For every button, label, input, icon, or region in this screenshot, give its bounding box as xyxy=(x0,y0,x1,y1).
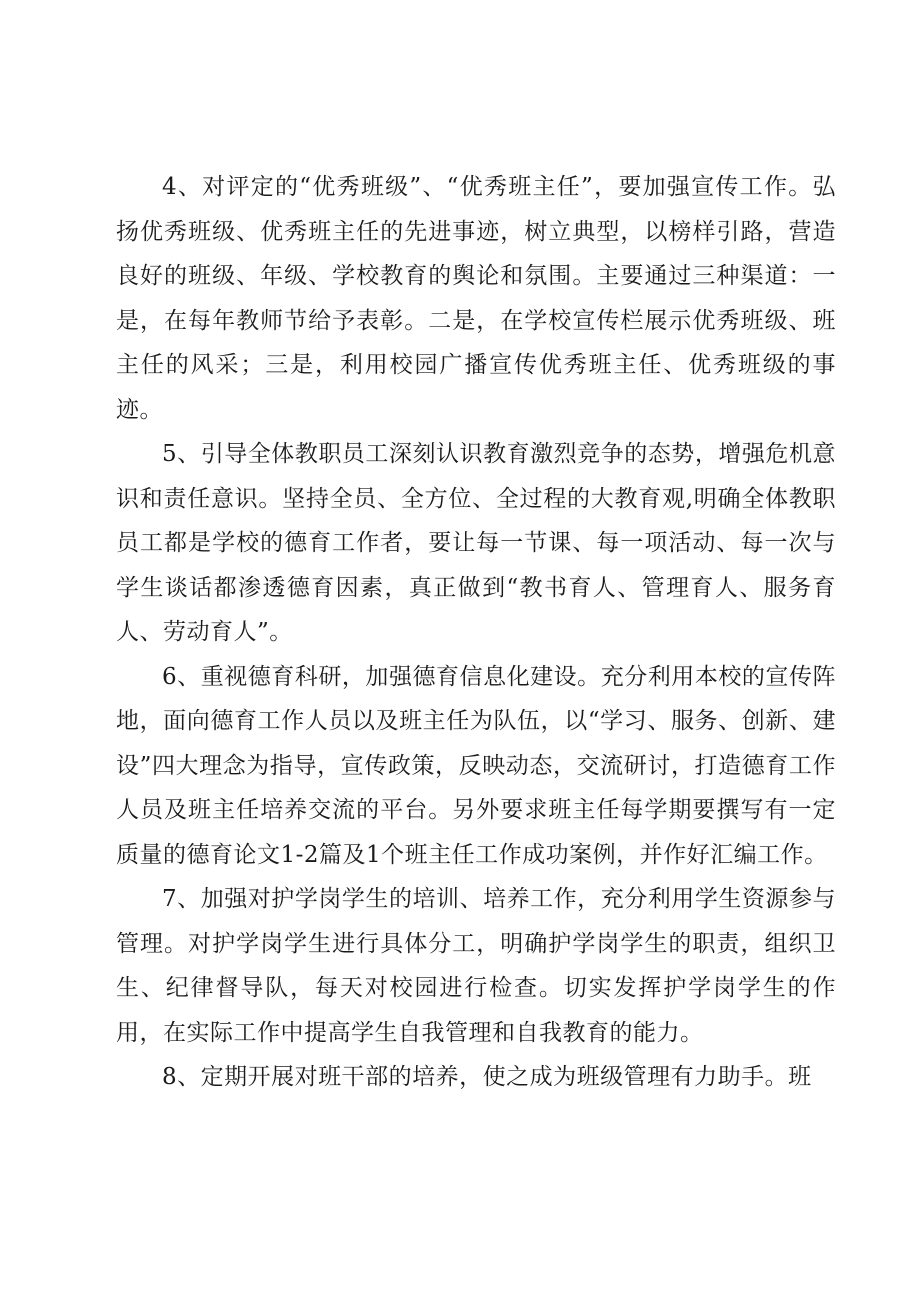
paragraph-8: 8、定期开展对班干部的培养，使之成为班级管理有力助手。班 xyxy=(162,1064,812,1090)
paragraph-6: 6、重视德育科研，加强德育信息化建设。充分利用本校的宣传阵地，面向德育工作人员以及班主任为队伍，以“学习、服务、创新、建设”四大理念为指导，宣传政策，反映动态，交流研讨，打造德育工作人员及班主任培养交流的平台。另外要求班主任每学期要撰写有一定质量的德育论文1-2篇及1个班主任工作成功案例，并作好汇编工作。 xyxy=(116,663,836,868)
paragraph-5: 5、引导全体教职员工深刻认识教育激烈竞争的态势，增强危机意识和责任意识。坚持全员、全方位、全过程的大教育观,明确全体教职员工都是学校的德育工作者，要让每一节课、每一项活动、每一次与学生谈话都渗透德育因素，真正做到“教书育人、管理育人、服务育人、劳动育人”。 xyxy=(116,441,836,645)
document-body xyxy=(116,165,836,1100)
paragraph-4: 4、对评定的“优秀班级”、“优秀班主任”，要加强宣传工作。弘扬优秀班级、优秀班主任的先进事迹，树立典型，以榜样引路，营造良好的班级、年级、学校教育的舆论和氛围。主要通过三种渠道：一是，在每年教师节给予表彰。二是，在学校宣传栏展示优秀班级、班主任的风采；三是，利用校园广播宣传优秀班主任、优秀班级的事迹。 xyxy=(116,174,836,423)
paragraph-7: 7、加强对护学岗学生的培训、培养工作，充分利用学生资源参与管理。对护学岗学生进行具体分工，明确护学岗学生的职责，组织卫生、纪律督导队，每天对校园进行检查。切实发挥护学岗学生的作用，在实际工作中提高学生自我管理和自我教育的能力。 xyxy=(116,886,836,1046)
